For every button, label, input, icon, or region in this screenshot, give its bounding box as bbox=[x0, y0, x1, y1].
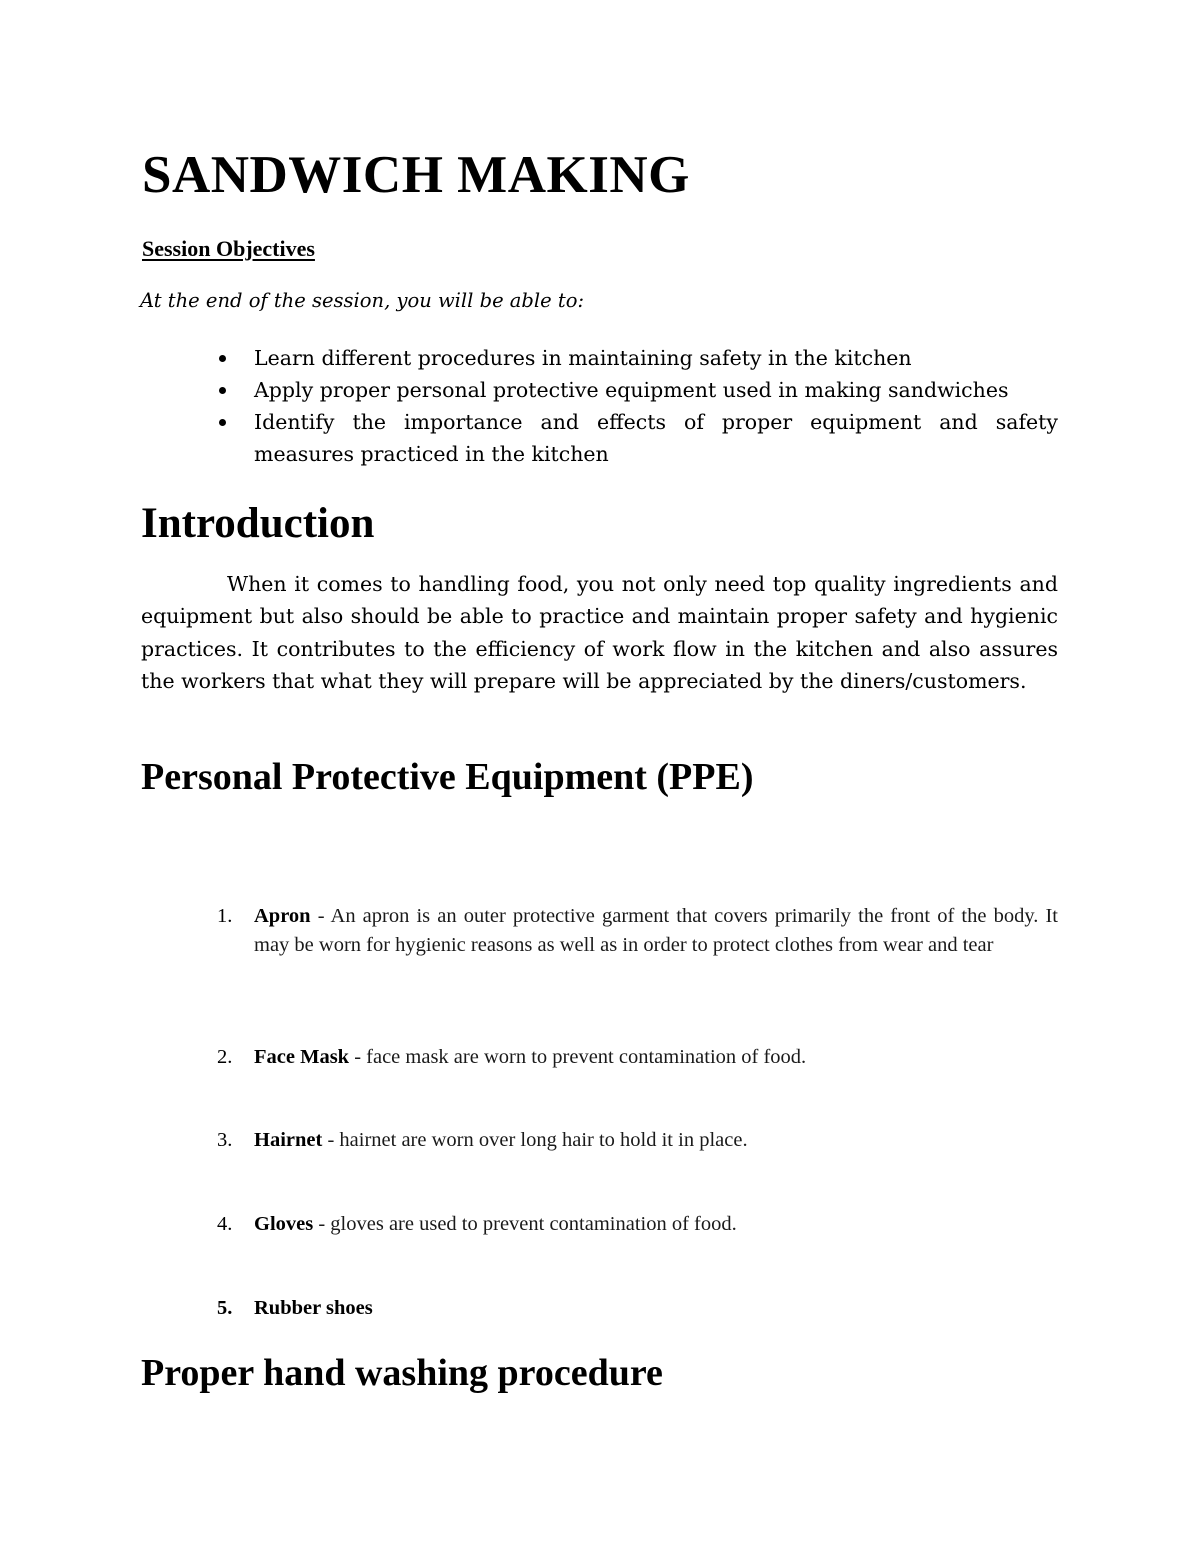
objective-item bbox=[140, 406, 1058, 470]
hand-washing-heading: Proper hand washing procedure bbox=[141, 1352, 663, 1394]
ppe-item-separator: - bbox=[310, 905, 331, 927]
ppe-item-separator: - bbox=[349, 1046, 367, 1068]
ppe-item-description: hairnet are worn over long hair to hold it in place. bbox=[339, 1129, 748, 1151]
objective-text: Apply proper personal protective equipment used in making sandwiches bbox=[254, 378, 1009, 402]
ppe-item-number: 4. bbox=[217, 1213, 233, 1235]
ppe-list-item bbox=[140, 1043, 1058, 1072]
introduction-heading: Introduction bbox=[141, 500, 375, 547]
ppe-item-description: An apron is an outer protective garment that covers primarily the front of the body. It may be worn for hygienic reasons as well as in order to protect clothes from wear and tear bbox=[254, 905, 1058, 956]
ppe-item-body bbox=[254, 902, 1058, 959]
ppe-item-term: Hairnet bbox=[254, 1129, 323, 1151]
bullet-icon bbox=[219, 419, 226, 426]
ppe-item-body bbox=[254, 1126, 1058, 1155]
bullet-icon bbox=[219, 387, 226, 394]
ppe-item-number: 5. bbox=[217, 1297, 233, 1319]
ppe-item-separator: - bbox=[322, 1129, 340, 1151]
ppe-list-item bbox=[140, 1126, 1058, 1155]
ppe-item-description: gloves are used to prevent contamination of food. bbox=[330, 1213, 737, 1235]
ppe-item-term: Rubber shoes bbox=[254, 1297, 373, 1319]
ppe-item-body bbox=[254, 1294, 1058, 1323]
ppe-item-number: 3. bbox=[217, 1129, 233, 1151]
ppe-item-body bbox=[254, 1043, 1058, 1072]
ppe-list-item bbox=[140, 1294, 1058, 1323]
ppe-item-term: Apron bbox=[254, 905, 311, 927]
objectives-lead-text: At the end of the session, you will be able to: bbox=[140, 289, 585, 312]
ppe-item-number: 2. bbox=[217, 1046, 233, 1068]
ppe-heading: Personal Protective Equipment (PPE) bbox=[141, 756, 754, 798]
ppe-item-number: 1. bbox=[217, 905, 233, 927]
ppe-list-item bbox=[140, 1210, 1058, 1239]
objective-text: Identify the importance and effects of proper equipment and safety measures practiced in the kitchen bbox=[254, 410, 1058, 466]
objective-item bbox=[140, 374, 1058, 406]
objectives-list bbox=[140, 342, 1058, 470]
ppe-item-separator: - bbox=[313, 1213, 331, 1235]
ppe-item-term: Face Mask bbox=[254, 1046, 350, 1068]
ppe-list-item bbox=[140, 902, 1058, 959]
ppe-item-term: Gloves bbox=[254, 1213, 314, 1235]
introduction-paragraph: When it comes to handling food, you not only need top quality ingredients and equipment but also should be able to practice and maintain proper safety and hygienic practices. It contributes to the efficiency of work flow in the kitchen and also assures the workers that what they will prepare will be appreciated by the diners/customers. bbox=[141, 572, 1058, 694]
ppe-item-body bbox=[254, 1210, 1058, 1239]
ppe-item-description: face mask are worn to prevent contamination of food. bbox=[366, 1046, 807, 1068]
bullet-icon bbox=[219, 355, 226, 362]
session-objectives-heading: Session Objectives bbox=[142, 236, 315, 261]
objective-item bbox=[140, 342, 1058, 374]
document-title: SANDWICH MAKING bbox=[142, 146, 690, 204]
objective-text: Learn different procedures in maintaining safety in the kitchen bbox=[254, 346, 912, 370]
